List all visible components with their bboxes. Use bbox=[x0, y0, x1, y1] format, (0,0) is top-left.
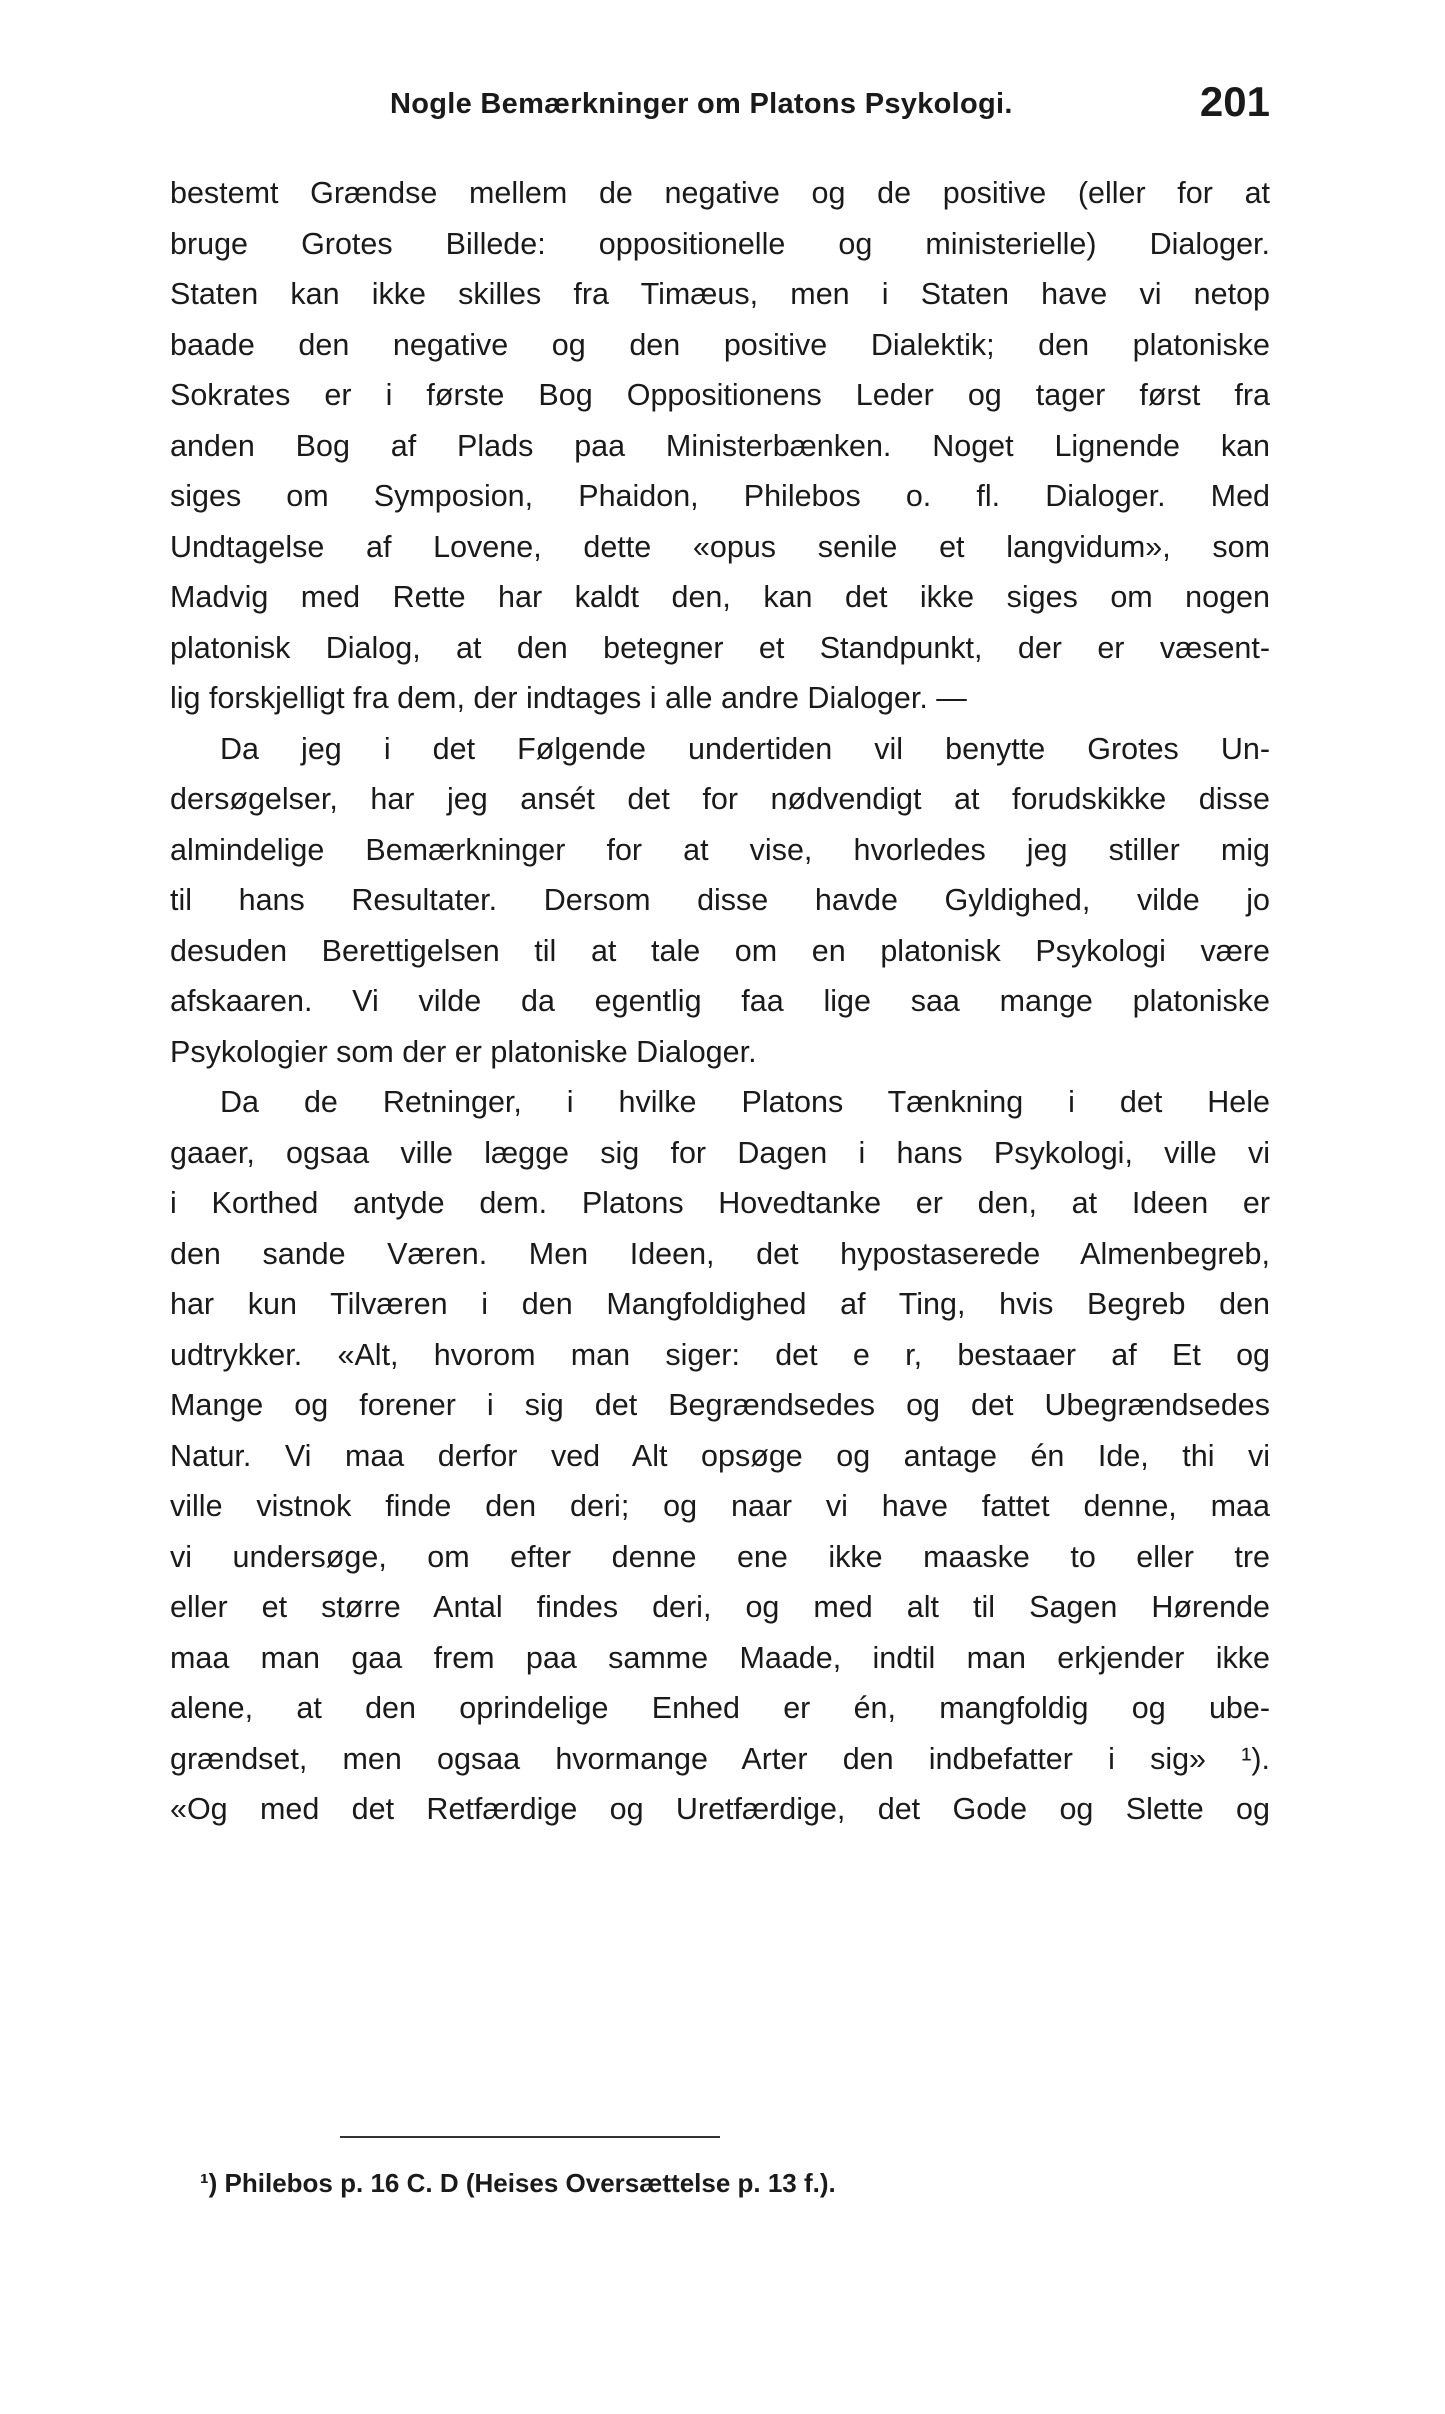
text-line: gaaer, ogsaa ville lægge sig for Dagen i hans Psykologi, ville vi bbox=[170, 1135, 1270, 1170]
text-line: maa man gaa frem paa samme Maade, indtil man erkjender ikke bbox=[170, 1640, 1270, 1675]
text-line: Da de Retninger, i hvilke Platons Tænkning i det Hele bbox=[220, 1085, 1270, 1119]
text-line: platonisk Dialog, at den betegner et Standpunkt, der er væsent- bbox=[170, 630, 1270, 665]
text-line: bestemt Grændse mellem de negative og de positive (eller for at bbox=[170, 176, 1270, 210]
text-line: bruge Grotes Billede: oppositionelle og ministerielle) Dialoger. bbox=[170, 226, 1270, 261]
text-line: Da jeg i det Følgende undertiden vil benytte Grotes Un- bbox=[220, 731, 1270, 766]
text-line: «Og med det Retfærdige og Uretfærdige, det Gode og Slette og bbox=[170, 1792, 1270, 1826]
text-line: eller et større Antal findes deri, og med alt til Sagen Hørende bbox=[170, 1590, 1270, 1624]
text-line: i Korthed antyde dem. Platons Hovedtanke er den, at Ideen er bbox=[170, 1186, 1270, 1220]
text-line: vi undersøge, om efter denne ene ikke maaske to eller tre bbox=[170, 1539, 1270, 1574]
text-line: Staten kan ikke skilles fra Timæus, men i Staten have vi netop bbox=[170, 277, 1270, 311]
text-line: almindelige Bemærkninger for at vise, hvorledes jeg stiller mig bbox=[170, 832, 1270, 867]
text-line: alene, at den oprindelige Enhed er én, mangfoldig og ube- bbox=[170, 1691, 1270, 1725]
page-header bbox=[390, 78, 1270, 138]
text-line: den sande Væren. Men Ideen, det hypostaserede Almenbegreb, bbox=[170, 1236, 1270, 1271]
running-title: Nogle Bemærkninger om Platons Psykologi. bbox=[390, 88, 1013, 120]
text-line: dersøgelser, har jeg ansét det for nødvendigt at forudskikke disse bbox=[170, 782, 1270, 816]
footnote-divider bbox=[340, 2136, 720, 2138]
text-line: grændset, men ogsaa hvormange Arter den indbefatter i sig» ¹). bbox=[170, 1741, 1270, 1776]
text-line: baade den negative og den positive Dialektik; den platoniske bbox=[170, 327, 1270, 362]
text-line: Undtagelse af Lovene, dette «opus senile et langvidum», som bbox=[170, 529, 1270, 564]
text-line: siges om Symposion, Phaidon, Philebos o. fl. Dialoger. Med bbox=[170, 479, 1270, 513]
footnote: ¹) Philebos p. 16 C. D (Heises Oversættelse p. 13 f.). bbox=[200, 2168, 836, 2198]
text-line: Natur. Vi maa derfor ved Alt opsøge og antage én Ide, thi vi bbox=[170, 1438, 1270, 1473]
text-line: afskaaren. Vi vilde da egentlig faa lige saa mange platoniske bbox=[170, 984, 1270, 1018]
text-line: desuden Berettigelsen til at tale om en platonisk Psykologi være bbox=[170, 933, 1270, 968]
text-line: lig forskjelligt fra dem, der indtages i alle andre Dialoger. — bbox=[170, 681, 967, 715]
text-line: Madvig med Rette har kaldt den, kan det ikke siges om nogen bbox=[170, 580, 1270, 614]
text-line: ville vistnok finde den deri; og naar vi have fattet denne, maa bbox=[170, 1489, 1270, 1523]
body-text bbox=[170, 168, 1270, 1835]
text-line: har kun Tilværen i den Mangfoldighed af Ting, hvis Begreb den bbox=[170, 1287, 1270, 1321]
text-line: anden Bog af Plads paa Ministerbænken. Noget Lignende kan bbox=[170, 428, 1270, 463]
text-line: Mange og forener i sig det Begrændsedes og det Ubegrændsedes bbox=[170, 1388, 1270, 1422]
text-line: udtrykker. «Alt, hvorom man siger: det e r, bestaaer af Et og bbox=[170, 1337, 1270, 1372]
page-number: 201 bbox=[1199, 78, 1270, 125]
text-line: til hans Resultater. Dersom disse havde Gyldighed, vilde jo bbox=[170, 883, 1270, 917]
text-line: Psykologier som der er platoniske Dialoger. bbox=[170, 1034, 757, 1069]
text-line: Sokrates er i første Bog Oppositionens Leder og tager først fra bbox=[170, 378, 1270, 412]
